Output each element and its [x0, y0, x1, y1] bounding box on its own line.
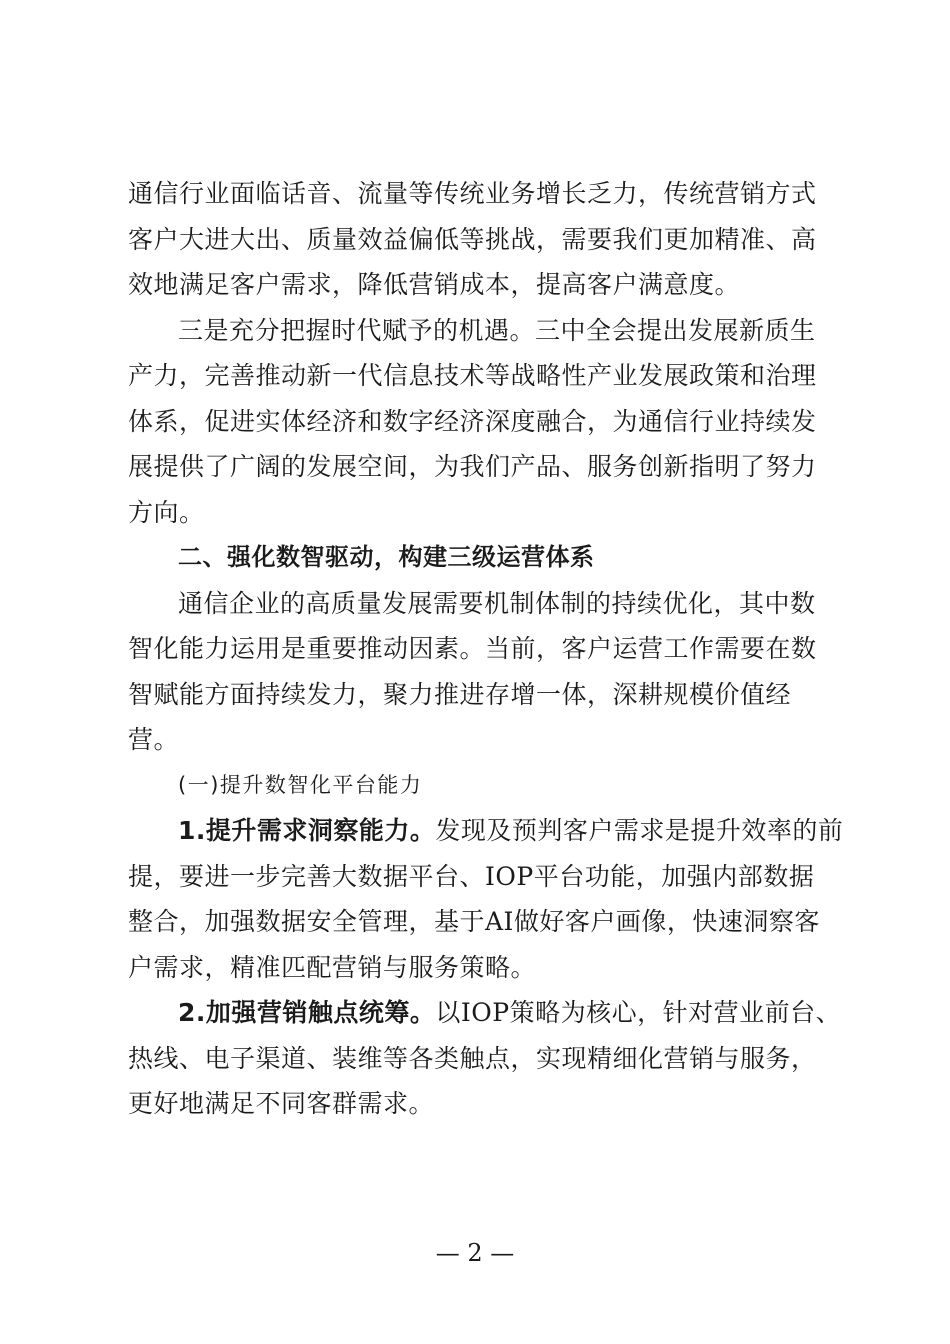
list-item-text: 以IOP策略为核心，针对营业前台、	[435, 998, 842, 1027]
list-item-lead: 1.提升需求洞察能力。	[178, 816, 436, 845]
list-item-lead: 2.加强营销触点统筹。	[178, 998, 436, 1027]
paragraph-line: 热线、电子渠道、装维等各类触点，实现精细化营销与服务，	[128, 1043, 817, 1073]
paragraph-line: 通信行业面临话音、流量等传统业务增长乏力，传统营销方式	[128, 179, 817, 208]
paragraph-line: 客户大进大出、质量效益偏低等挑战，需要我们更加精准、高	[128, 224, 817, 254]
paragraph-line: 提，要进一步完善大数据平台、IOP平台功能，加强内部数据	[128, 861, 815, 891]
sub-heading: (一)提升数智化平台能力	[178, 772, 423, 797]
paragraph-line: 产力，完善推动新一代信息技术等战略性产业发展政策和治理	[128, 361, 817, 390]
paragraph-line: 通信企业的高质量发展需要机制体制的持续优化，其中数	[178, 588, 816, 618]
paragraph-line: 体系，促进实体经济和数字经济深度融合，为通信行业持续发	[128, 406, 817, 436]
paragraph-line: 整合，加强数据安全管理，基于AI做好客户画像，快速洞察客	[128, 907, 820, 936]
paragraph-line: 智化能力运用是重要推动因素。当前，客户运营工作需要在数	[128, 634, 817, 663]
paragraph-line: 三是充分把握时代赋予的机遇。三中全会提出发展新质生	[178, 315, 816, 345]
paragraph-line: 方向。	[128, 497, 205, 527]
document-body	[128, 171, 844, 1127]
list-item-first-line	[128, 990, 842, 1036]
paragraph-line: 效地满足客户需求，降低营销成本，提高客户满意度。	[128, 270, 741, 299]
list-item-first-line	[128, 808, 844, 854]
section-heading: 二、强化数智驱动，构建三级运营体系	[178, 543, 595, 571]
page-number: — 2 —	[435, 1239, 515, 1267]
list-item-text: 发现及预判客户需求是提升效率的前	[435, 816, 844, 845]
paragraph-line: 户需求，精准匹配营销与服务策略。	[128, 952, 537, 982]
paragraph-line: 更好地满足不同客群需求。	[128, 1089, 435, 1118]
paragraph-line: 智赋能方面持续发力，聚力推进存增一体，深耕规模价值经	[128, 679, 792, 709]
paragraph-line: 营。	[128, 725, 180, 754]
paragraph-line: 展提供了广阔的发展空间，为我们产品、服务创新指明了努力	[128, 452, 817, 481]
